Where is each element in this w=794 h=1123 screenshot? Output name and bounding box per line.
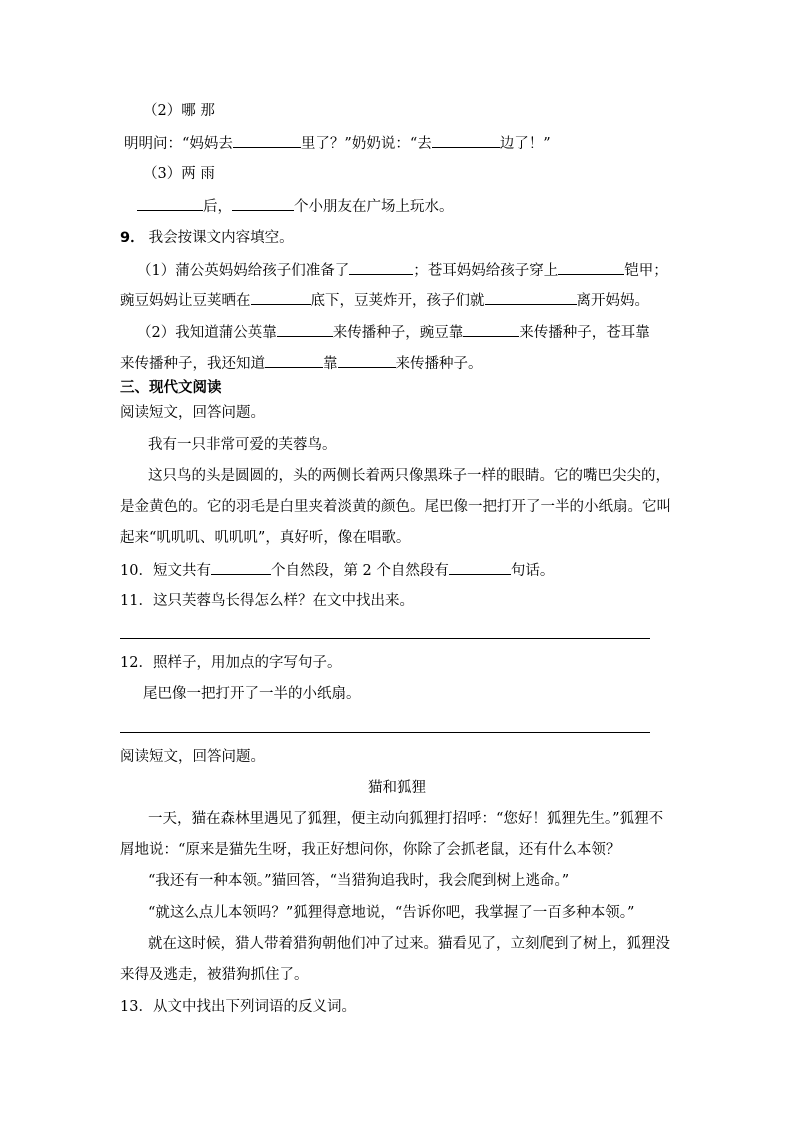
q10-text-b: 个自然段，第 2 个自然段有 bbox=[270, 563, 449, 579]
q8-part2-sentence bbox=[124, 133, 551, 154]
q10-question bbox=[120, 560, 554, 581]
q9-p1-text-d: 豌豆妈妈让豆荚晒在 bbox=[120, 293, 251, 309]
passage1-line: 起来“叽叽叽、叽叽叽”，真好听，像在唱歌。 bbox=[120, 530, 411, 546]
q9-p2-text-b: 来传播种子，豌豆靠 bbox=[332, 325, 464, 341]
passage1-line: 这只鸟的头是圆圆的，头的两侧长着两只像黑珠子一样的眼睛。它的嘴巴尖尖的， bbox=[148, 468, 670, 484]
story-line: 一天，猫在森林里遇见了狐狸，便主动向狐狸打招呼：“您好！狐狸先生。”狐狸不 bbox=[148, 811, 664, 827]
q9-title: 我会按课文内容填空。 bbox=[148, 230, 294, 246]
q8-part3-text-a: 后， bbox=[203, 199, 232, 215]
q9-p2-line2 bbox=[120, 353, 483, 374]
q9-p1-text-b: ；苍耳妈妈给孩子穿上 bbox=[413, 263, 559, 279]
answer-blank[interactable] bbox=[338, 353, 396, 368]
answer-blank[interactable] bbox=[211, 560, 271, 575]
q12-answer-line[interactable] bbox=[120, 732, 650, 733]
q8-part2-text-a: 明明问：“妈妈去 bbox=[124, 136, 233, 152]
answer-blank[interactable] bbox=[349, 260, 413, 275]
q8-part2-text-b: 里了？”奶奶说：“去 bbox=[300, 136, 432, 152]
q8-part2-text-c: 边了！” bbox=[499, 136, 551, 152]
q9-p2-text-d: 来传播种子，我还知道 bbox=[120, 356, 265, 372]
q9-question bbox=[120, 228, 294, 248]
reading-intro-1: 阅读短文，回答问题。 bbox=[120, 405, 265, 421]
q12-example: 尾巴像一把打开了一半的小纸扇。 bbox=[143, 686, 361, 702]
answer-blank[interactable] bbox=[233, 133, 301, 148]
answer-blank[interactable] bbox=[265, 353, 323, 368]
q9-p2-text-c: 来传播种子，苍耳靠 bbox=[519, 325, 650, 341]
answer-blank[interactable] bbox=[251, 290, 311, 305]
section-heading: 三、现代文阅读 bbox=[120, 380, 222, 396]
answer-blank[interactable] bbox=[449, 560, 511, 575]
q9-p1-text-f: 离开妈妈。 bbox=[576, 293, 649, 309]
reading-intro-2: 阅读短文，回答问题。 bbox=[120, 749, 265, 765]
q9-p1-text-e: 底下，豆荚炸开，孩子们就 bbox=[310, 293, 485, 309]
answer-blank[interactable] bbox=[232, 196, 294, 211]
q9-p1-text-c: 铠甲； bbox=[624, 263, 668, 279]
q11-answer-line[interactable] bbox=[120, 638, 650, 639]
q9-p1-text-a: （1）蒲公英妈妈给孩子们准备了 bbox=[137, 263, 350, 279]
answer-blank[interactable] bbox=[277, 322, 333, 337]
story-line: 屑地说：“原来是猫先生呀，我正好想问你，你除了会抓老鼠，还有什么本领？ bbox=[120, 842, 621, 858]
q9-p2-text-e: 靠 bbox=[323, 356, 338, 372]
q9-number: 9． bbox=[120, 230, 145, 246]
passage1-line: 我有一只非常可爱的芙蓉鸟。 bbox=[148, 437, 337, 453]
passage1-line: 是金黄色的。它的羽毛是白里夹着淡黄的颜色。尾巴像一把打开了一半的小纸扇。它叫 bbox=[120, 499, 671, 515]
answer-blank[interactable] bbox=[463, 322, 519, 337]
answer-blank[interactable] bbox=[485, 290, 577, 305]
q9-p2-text-a: （2）我知道蒲公英靠 bbox=[137, 325, 277, 341]
story-line: 来得及逃走，被猎狗抓住了。 bbox=[120, 967, 309, 983]
q11-question: 11．这只芙蓉鸟长得怎么样？在文中找出来。 bbox=[120, 593, 414, 609]
answer-blank[interactable] bbox=[558, 260, 624, 275]
q9-p2-text-f: 来传播种子。 bbox=[395, 356, 483, 372]
story-line: 就在这时候，猎人带着猎狗朝他们冲了过来。猫看见了，立刻爬到了树上，狐狸没 bbox=[148, 936, 670, 952]
q8-part3-label: （3）两 雨 bbox=[143, 166, 215, 182]
q13-question: 13．从文中找出下列词语的反义词。 bbox=[120, 999, 356, 1015]
q9-p1-line1 bbox=[137, 260, 668, 281]
q8-part3-sentence bbox=[137, 196, 454, 217]
q9-p1-line2 bbox=[120, 290, 649, 311]
story-line: “就这么点儿本领吗？”狐狸得意地说，“告诉你吧，我掌握了一百多种本领。” bbox=[148, 905, 635, 921]
answer-blank[interactable] bbox=[137, 196, 203, 211]
q8-part3-text-b: 个小朋友在广场上玩水。 bbox=[294, 199, 454, 215]
q9-p2-line1 bbox=[137, 322, 650, 343]
q10-text-a: 10．短文共有 bbox=[120, 563, 211, 579]
answer-blank[interactable] bbox=[432, 133, 500, 148]
story-title: 猫和狐狸 bbox=[368, 780, 426, 796]
story-line: “我还有一种本领。”猫回答，“当猎狗追我时，我会爬到树上逃命。” bbox=[148, 873, 570, 889]
q12-question: 12．照样子，用加点的字写句子。 bbox=[120, 655, 342, 671]
q8-part2-label: （2）哪 那 bbox=[143, 103, 215, 119]
q10-text-c: 句话。 bbox=[510, 563, 555, 579]
